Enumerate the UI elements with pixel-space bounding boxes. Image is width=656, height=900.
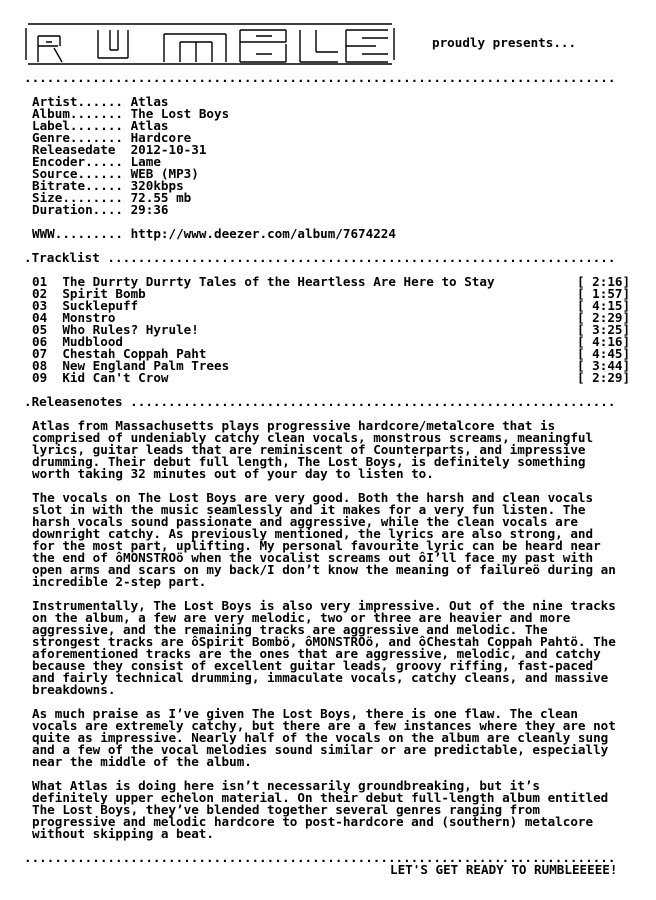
notes-line: downright catchy. As previously mentioned, the lyrics are also strong, and [32,526,594,541]
track-number: 07 [32,346,48,361]
track-row [32,300,632,312]
track-number: 01 [32,274,48,289]
notes-line: near the middle of the album. [32,754,252,769]
notes-line: quite as impressive. Nearly half of the vocals on the album are cleanly sung [32,730,609,745]
divider-top: .............................................................................. [24,70,616,85]
tracklist-heading: .Tracklist ................................................................... [24,250,616,265]
notes-line: breakdowns. [32,682,116,697]
releasenotes-heading: .Releasenotes ................................................................ [24,394,616,409]
notes-line: worth taking 32 minutes out of your day to listen to. [32,466,434,481]
info-value: 2012-10-31 [130,142,207,157]
notes-line: definitely upper echelon material. On their debut full-length album entitled [32,790,609,805]
tracklist [32,276,632,384]
info-label: Label....... [32,118,123,133]
track-length: [ 2:29] [577,310,631,325]
footer-slogan: LET'S GET READY TO RUMBLEEEEE! [390,862,618,877]
track-title: Mudblood [62,334,124,349]
info-value: 29:36 [130,202,169,217]
notes-line: open arms and scars on my back/I don’t know the meaning of failureö during an [32,562,616,577]
track-number: 04 [32,310,48,325]
notes-line: strongest tracks are ôSpirit Bombö, ôMONSTROö, and ôChestah Coppah Pahtö. The [32,634,616,649]
notes-line: aggressive, and the remaining tracks are aggressive and melodic. The [32,622,548,637]
notes-line: because they consist of excellent guitar leads, groovy riffing, fast-paced [32,658,594,673]
track-length: [ 2:29] [577,370,631,385]
track-title: Spirit Bomb [62,286,146,301]
track-number: 08 [32,358,48,373]
info-label: Artist...... [32,94,123,109]
tagline: proudly presents... [432,35,577,50]
info-label: Bitrate..... [32,178,123,193]
notes-line: and a few of the vocal melodies sound similar or are predictable, especially [32,742,609,757]
track-row [32,372,632,384]
track-length: [ 4:16] [577,334,631,349]
track-title: Who Rules? Hyrule! [62,322,199,337]
divider-bottom: .............................................................................. [24,850,616,865]
info-value: WEB (MP3) [130,166,199,181]
info-label: Size........ [32,190,123,205]
info-row-www [32,228,396,240]
notes-line: Atlas from Massachusetts plays progressive hardcore/metalcore that is [32,418,556,433]
track-length: [ 3:44] [577,358,631,373]
notes-line: on the album, a few are very melodic, two or three are heavier and more [32,610,571,625]
notes-line: comprised of undeniably catchy clean vocals, monstrous screams, meaningful [32,430,594,445]
info-label: Album....... [32,106,123,121]
info-value: Atlas [130,94,169,109]
info-label: Encoder..... [32,154,123,169]
info-value: 320kbps [130,178,184,193]
track-title: Kid Can't Crow [62,370,169,385]
track-length: [ 2:16] [577,274,631,289]
notes-line: aforementioned tracks are the ones that are aggressive, melodic, and catchy [32,646,601,661]
notes-line: As much praise as I’ve given The Lost Boys, there is one flaw. The clean [32,706,578,721]
rumble-logo [24,22,396,66]
track-length: [ 3:25] [577,322,631,337]
release-notes [32,420,652,852]
notes-line: for the most part, uplifting. My personal favourite lyric can be heard near [32,538,601,553]
info-value: Atlas [130,118,169,133]
info-label: Releasedate [32,142,123,157]
track-length: [ 4:15] [577,298,631,313]
notes-line: vocals are extremely catchy, but there are a few instances where they are not [32,718,616,733]
notes-line: and fairly technical drumming, immaculate vocals, catchy cleans, and massive [32,670,609,685]
notes-line: progressive and melodic hardcore to post-hardcore and (southern) metalcore [32,814,594,829]
info-value: 72.55 mb [130,190,192,205]
info-value: Lame [130,154,161,169]
notes-line: lyrics, guitar leads that are reminiscent of Counterparts, and impressive [32,442,586,457]
track-length: [ 1:57] [577,286,631,301]
info-label: WWW......... [32,226,123,241]
info-label: Duration.... [32,202,123,217]
notes-paragraph [32,708,652,768]
notes-line: without skipping a beat. [32,826,214,841]
notes-line: incredible 2-step part. [32,574,207,589]
track-title: Sucklepuff [62,298,139,313]
track-title: The Durrty Durrty Tales of the Heartless Are Here to Stay [62,274,495,289]
notes-line: the end of ôMONSTROö when the vocalist screams out ôI’ll face my past with [32,550,594,565]
notes-line: The vocals on The Lost Boys are very good. Both the harsh and clean vocals [32,490,594,505]
track-length: [ 4:45] [577,346,631,361]
track-number: 03 [32,298,48,313]
info-row-duration [32,204,396,216]
track-title: New England Palm Trees [62,358,230,373]
notes-line: The Lost Boys, they’ve blended together several genres ranging from [32,802,540,817]
notes-line: harsh vocals sound passionate and aggressive, while the clean vocals are [32,514,578,529]
track-number: 05 [32,322,48,337]
notes-line: Instrumentally, The Lost Boys is also very impressive. Out of the nine tracks [32,598,616,613]
notes-line: slot in with the music seamlessly and it makes for a very fun listen. The [32,502,586,517]
notes-paragraph [32,420,652,480]
notes-paragraph [32,492,652,588]
www-link[interactable]: http://www.deezer.com/album/7674224 [130,226,396,241]
info-label: Source...... [32,166,123,181]
track-number: 02 [32,286,48,301]
notes-paragraph [32,780,652,840]
release-info [32,96,396,240]
track-title: Chestah Coppah Paht [62,346,207,361]
track-number: 06 [32,334,48,349]
track-title: Monstro [62,310,116,325]
info-label: Genre....... [32,130,123,145]
info-value: Hardcore [130,130,192,145]
notes-line: drumming. Their debut full length, The Lost Boys, is definitely something [32,454,586,469]
info-value: The Lost Boys [130,106,230,121]
notes-paragraph [32,600,652,696]
notes-line: What Atlas is doing here isn’t necessarily groundbreaking, but it’s [32,778,540,793]
track-number: 09 [32,370,48,385]
